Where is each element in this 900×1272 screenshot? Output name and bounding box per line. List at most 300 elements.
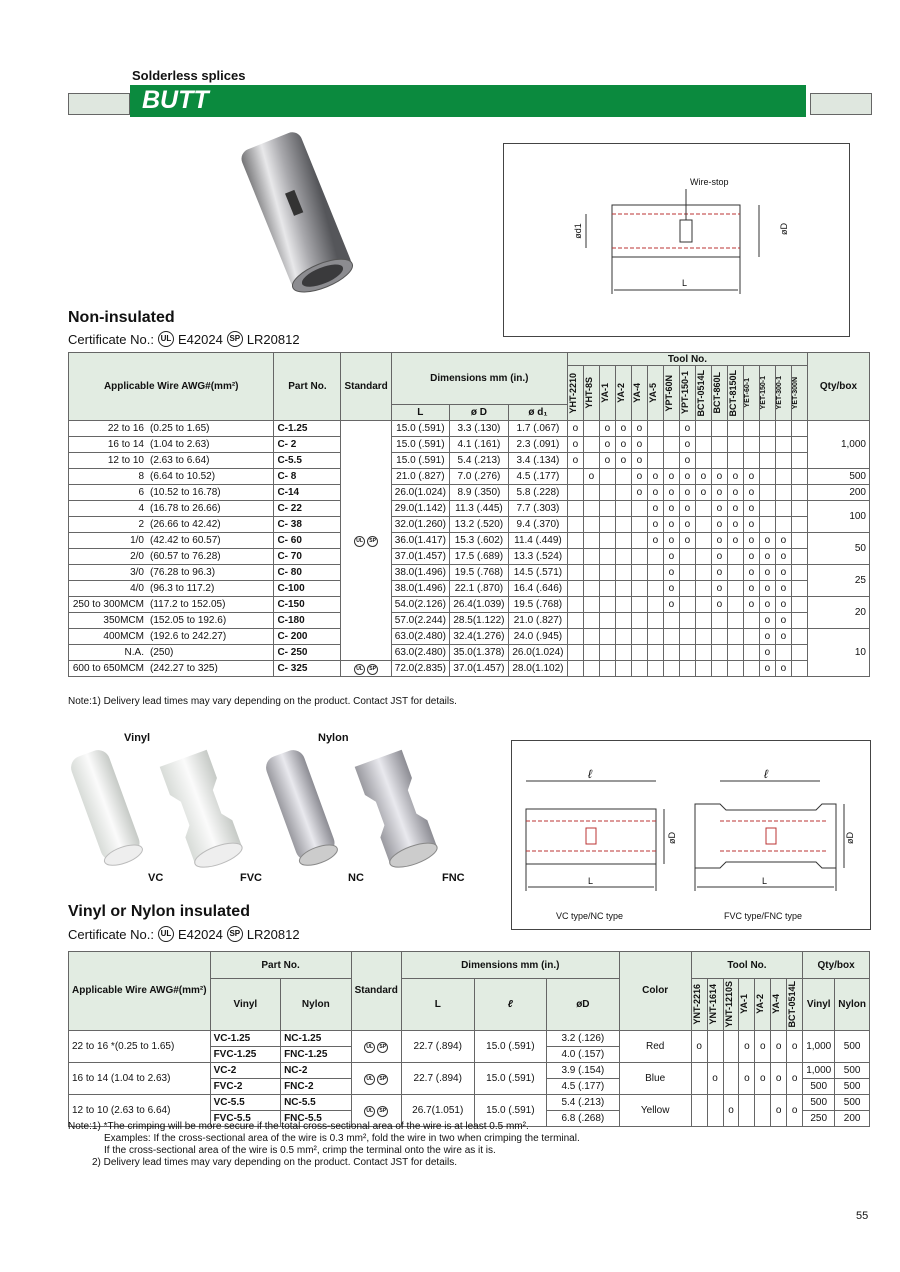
tool-mark <box>599 469 615 485</box>
nylon-part: FNC-1.25 <box>281 1046 352 1062</box>
awg-cell: 2 <box>69 517 148 533</box>
csa-logo-icon: SP <box>227 331 243 347</box>
cert-csa-number: LR20812 <box>246 926 300 942</box>
d-label: øD <box>779 223 789 235</box>
tool-mark: o <box>743 533 759 549</box>
tool-label: BCT-0514L <box>787 981 798 1028</box>
tool-mark <box>631 501 647 517</box>
mm-cell: (26.66 to 42.42) <box>147 517 274 533</box>
dim-l: 26.7(1.051) <box>401 1094 474 1126</box>
tool-mark: o <box>631 421 647 437</box>
dim-l: 63.0(2.480) <box>391 629 449 645</box>
col-qty: Qty/box <box>803 952 870 979</box>
tool-col-ya-1 <box>599 366 615 421</box>
tool-mark: o <box>711 549 727 565</box>
tool-mark: o <box>759 661 775 677</box>
tool-mark: o <box>759 613 775 629</box>
qty-vinyl: 250 <box>803 1110 835 1126</box>
tool-mark: o <box>743 549 759 565</box>
tool-mark <box>695 437 711 453</box>
tool-mark <box>711 661 727 677</box>
tool-mark: o <box>755 1062 771 1094</box>
tool-mark <box>759 421 775 437</box>
tool-label: BCT-860L <box>711 372 722 414</box>
title-bar <box>130 85 806 117</box>
tool-mark <box>791 613 807 629</box>
tool-mark: o <box>775 581 791 597</box>
awg-cell: 22 to 16 <box>69 421 148 437</box>
table-row <box>69 517 870 533</box>
table-row <box>69 613 870 629</box>
mm-cell: (117.2 to 152.05) <box>147 597 274 613</box>
tool-mark: o <box>679 469 695 485</box>
col-dimensions: Dimensions mm (in.) <box>401 952 619 979</box>
tool-mark <box>663 437 679 453</box>
tool-mark: o <box>599 453 615 469</box>
l-label-1: L <box>588 876 594 886</box>
mm-cell: (16.78 to 26.66) <box>147 501 274 517</box>
col-D: øD <box>547 979 619 1031</box>
tool-mark <box>599 613 615 629</box>
table-row <box>69 581 870 597</box>
tool-mark: o <box>775 661 791 677</box>
awg-cell: 350MCM <box>69 613 148 629</box>
tool-mark: o <box>771 1062 787 1094</box>
tool-mark <box>631 661 647 677</box>
tool-mark <box>583 501 599 517</box>
tool-mark <box>583 581 599 597</box>
tool-mark <box>743 421 759 437</box>
tool-mark <box>791 485 807 501</box>
fnc-label: FNC <box>442 872 465 884</box>
tool-mark <box>775 501 791 517</box>
vc-nc-caption: VC type/NC type <box>556 911 624 921</box>
mm-cell: (60.57 to 76.28) <box>147 549 274 565</box>
tool-mark: o <box>759 565 775 581</box>
nylon-label: Nylon <box>318 732 349 744</box>
tool-col-ynt-1210s <box>723 979 739 1031</box>
tool-mark <box>695 501 711 517</box>
tool-mark: o <box>663 501 679 517</box>
tool-col-ypt-150-1 <box>679 366 695 421</box>
tool-label: YHT-8S <box>583 377 594 409</box>
part-number: C- 2 <box>274 437 341 453</box>
vc-label: VC <box>148 872 164 884</box>
tool-mark <box>775 645 791 661</box>
tool-col-ynt-1614 <box>707 979 723 1031</box>
dim-d: 4.1 (.161) <box>449 437 508 453</box>
cert-ul-number: E42024 <box>177 331 223 347</box>
table-row <box>69 629 870 645</box>
col-qty-nylon: Nylon <box>835 979 870 1031</box>
tool-mark <box>631 613 647 629</box>
tool-mark <box>679 645 695 661</box>
tool-mark <box>759 485 775 501</box>
tool-mark: o <box>567 421 583 437</box>
tool-mark: o <box>663 581 679 597</box>
tool-mark: o <box>743 517 759 533</box>
tool-mark: o <box>631 437 647 453</box>
tool-mark: o <box>743 501 759 517</box>
table-row <box>69 453 870 469</box>
left-tab-marker <box>68 93 130 115</box>
tool-mark <box>791 421 807 437</box>
table-row <box>69 1030 870 1046</box>
tool-mark: o <box>759 581 775 597</box>
col-L: L <box>391 405 449 421</box>
tool-label: YET-150-1 <box>759 376 767 410</box>
dim-d: 6.8 (.268) <box>547 1110 619 1126</box>
table-row <box>69 485 870 501</box>
note-2: 2) Delivery lead times may vary depending on the product. Contact JST for details. <box>92 1157 457 1168</box>
part-number: C- 60 <box>274 533 341 549</box>
dim-d1: 21.0 (.827) <box>508 613 567 629</box>
tool-mark <box>727 597 743 613</box>
tool-mark <box>723 1062 739 1094</box>
tool-mark <box>583 645 599 661</box>
nylon-part: NC-2 <box>281 1062 352 1078</box>
tool-mark <box>615 533 631 549</box>
tool-mark: o <box>759 549 775 565</box>
cert-label: Certificate No.: <box>68 331 154 347</box>
tool-mark <box>631 597 647 613</box>
tool-mark: o <box>743 597 759 613</box>
tool-mark <box>583 597 599 613</box>
qty-cell: 10 <box>807 629 869 677</box>
tool-mark: o <box>743 469 759 485</box>
part-number: C- 8 <box>274 469 341 485</box>
tool-mark: o <box>727 533 743 549</box>
tool-col-yet-150-1 <box>759 366 775 421</box>
fvc-label: FVC <box>240 872 262 884</box>
tool-mark: o <box>615 421 631 437</box>
tool-mark <box>599 629 615 645</box>
dim-ell: 15.0 (.591) <box>474 1094 547 1126</box>
part-number: C-1.25 <box>274 421 341 437</box>
dim-d: 17.5 (.689) <box>449 549 508 565</box>
table-row <box>69 549 870 565</box>
dim-d: 3.9 (.154) <box>547 1062 619 1078</box>
dim-d: 5.4 (.213) <box>449 453 508 469</box>
tool-mark <box>679 581 695 597</box>
tool-mark: o <box>663 597 679 613</box>
tool-mark <box>695 421 711 437</box>
col-dimensions: Dimensions mm (in.) <box>391 353 567 405</box>
tool-mark <box>711 629 727 645</box>
tool-mark <box>691 1062 707 1094</box>
dim-l: 15.0 (.591) <box>391 421 449 437</box>
tool-mark <box>711 453 727 469</box>
butt-dimension-diagram <box>503 143 850 337</box>
wire-stop-label: Wire-stop <box>690 177 729 187</box>
mm-cell: (192.6 to 242.27) <box>147 629 274 645</box>
dim-d1: 11.4 (.449) <box>508 533 567 549</box>
tool-mark <box>791 661 807 677</box>
tool-mark: o <box>691 1030 707 1062</box>
wire-cell: 12 to 10 (2.63 to 6.64) <box>69 1094 211 1126</box>
tool-label: YA-4 <box>631 383 642 403</box>
page-number: 55 <box>856 1210 869 1222</box>
tool-mark <box>615 629 631 645</box>
tool-mark <box>775 469 791 485</box>
tool-mark: o <box>755 1030 771 1062</box>
tool-mark <box>727 421 743 437</box>
qty-cell: 20 <box>807 597 869 629</box>
col-d1: ø d₁ <box>508 405 567 421</box>
part-number: C- 200 <box>274 629 341 645</box>
table-row <box>69 437 870 453</box>
tool-mark <box>791 629 807 645</box>
tool-mark <box>647 645 663 661</box>
csa-logo-icon: SP <box>227 926 243 942</box>
dim-l: 54.0(2.126) <box>391 597 449 613</box>
tool-mark <box>679 629 695 645</box>
tool-col-bct-8150l <box>727 366 743 421</box>
tool-mark <box>583 549 599 565</box>
tool-mark <box>791 645 807 661</box>
mm-cell: (6.64 to 10.52) <box>147 469 274 485</box>
tool-mark <box>583 421 599 437</box>
qty-nylon: 500 <box>835 1062 870 1078</box>
dim-d: 4.5 (.177) <box>547 1078 619 1094</box>
csa-logo-icon: SP <box>367 664 378 675</box>
tool-mark <box>739 1094 755 1126</box>
tool-mark: o <box>663 469 679 485</box>
tool-mark: o <box>775 597 791 613</box>
vinyl-nylon-diagram <box>511 740 871 930</box>
tool-mark: o <box>583 469 599 485</box>
part-number: C- 250 <box>274 645 341 661</box>
vinyl-part: FVC-1.25 <box>210 1046 281 1062</box>
dim-d: 37.0(1.457) <box>449 661 508 677</box>
tool-mark <box>599 661 615 677</box>
tool-label: BCT-8150L <box>727 369 738 417</box>
tool-mark: o <box>711 597 727 613</box>
tool-mark <box>583 517 599 533</box>
tool-label: YA-1 <box>739 994 750 1015</box>
tool-mark <box>723 1030 739 1062</box>
tool-mark: o <box>775 565 791 581</box>
vinyl-part: FVC-2 <box>210 1078 281 1094</box>
tool-mark <box>791 453 807 469</box>
tool-label: YPT-60N <box>663 374 674 412</box>
tool-mark <box>647 597 663 613</box>
tool-mark <box>679 613 695 629</box>
tool-mark <box>707 1030 723 1062</box>
tool-mark: o <box>631 485 647 501</box>
col-qty: Qty/box <box>807 353 869 421</box>
dim-l: 63.0(2.480) <box>391 645 449 661</box>
dim-l: 38.0(1.496) <box>391 565 449 581</box>
tool-mark: o <box>679 533 695 549</box>
tool-mark: o <box>631 469 647 485</box>
ul-logo-icon: UL <box>158 331 174 347</box>
tool-mark: o <box>711 533 727 549</box>
tool-mark <box>695 645 711 661</box>
dim-d: 5.4 (.213) <box>547 1094 619 1110</box>
tool-mark <box>615 581 631 597</box>
col-tool: Tool No. <box>567 353 807 366</box>
tool-label: YNT-1614 <box>707 984 718 1025</box>
tool-mark <box>743 661 759 677</box>
tool-mark <box>615 565 631 581</box>
dim-d1: 28.0(1.102) <box>508 661 567 677</box>
tool-mark <box>663 645 679 661</box>
l-label: L <box>682 278 688 288</box>
qty-nylon: 500 <box>835 1030 870 1062</box>
dim-l: 32.0(1.260) <box>391 517 449 533</box>
tool-mark <box>743 645 759 661</box>
tool-mark <box>727 629 743 645</box>
tool-mark <box>583 533 599 549</box>
standard-cell <box>341 661 391 677</box>
tool-mark: o <box>647 501 663 517</box>
dim-d: 19.5 (.768) <box>449 565 508 581</box>
tool-mark <box>775 453 791 469</box>
tool-mark <box>615 549 631 565</box>
dim-l: 22.7 (.894) <box>401 1062 474 1094</box>
tool-mark <box>695 533 711 549</box>
tool-mark <box>679 549 695 565</box>
vinyl-part: VC-5.5 <box>210 1094 281 1110</box>
non-insulated-certificate <box>68 331 300 347</box>
table-row <box>69 533 870 549</box>
tool-mark <box>647 629 663 645</box>
tool-mark <box>743 629 759 645</box>
tool-mark <box>615 469 631 485</box>
nc-label: NC <box>348 872 364 884</box>
awg-cell: 400MCM <box>69 629 148 645</box>
tool-mark <box>679 565 695 581</box>
dim-d1: 7.7 (.303) <box>508 501 567 517</box>
tool-mark <box>631 565 647 581</box>
tool-mark: o <box>711 501 727 517</box>
tool-mark <box>791 533 807 549</box>
mm-cell: (1.04 to 2.63) <box>147 437 274 453</box>
tool-mark: o <box>723 1094 739 1126</box>
tool-mark: o <box>615 437 631 453</box>
qty-cell: 50 <box>807 533 869 565</box>
tool-mark: o <box>679 501 695 517</box>
tool-mark <box>583 629 599 645</box>
vinyl-nylon-photos <box>62 740 502 870</box>
tool-mark: o <box>727 469 743 485</box>
tool-mark: o <box>771 1030 787 1062</box>
vinyl-part: VC-2 <box>210 1062 281 1078</box>
vinyl-nylon-certificate <box>68 926 300 942</box>
non-insulated-note: Note:1) Delivery lead times may vary depending on the product. Contact JST for details. <box>68 696 457 707</box>
tool-label: YA-1 <box>599 383 610 403</box>
tool-mark: o <box>679 453 695 469</box>
tool-mark <box>567 597 583 613</box>
qty-cell: 100 <box>807 501 869 533</box>
awg-cell: 600 to 650MCM <box>69 661 148 677</box>
tool-mark <box>695 565 711 581</box>
tool-mark <box>743 453 759 469</box>
tool-mark <box>615 597 631 613</box>
tool-col-ynt-2216 <box>691 979 707 1031</box>
dim-d1: 5.8 (.228) <box>508 485 567 501</box>
color-cell: Red <box>619 1030 691 1062</box>
cert-csa-number: LR20812 <box>246 331 300 347</box>
tool-mark <box>755 1094 771 1126</box>
vinyl-label: Vinyl <box>124 732 151 744</box>
tool-mark <box>775 517 791 533</box>
tool-label: BCT-0514L <box>695 369 706 417</box>
d-label-1: øD <box>667 832 677 844</box>
dim-l: 29.0(1.142) <box>391 501 449 517</box>
tool-col-ya-2 <box>755 979 771 1031</box>
tool-mark <box>599 645 615 661</box>
tool-mark <box>663 453 679 469</box>
tool-mark: o <box>599 437 615 453</box>
tool-mark <box>663 661 679 677</box>
tool-mark <box>691 1094 707 1126</box>
tool-mark: o <box>647 485 663 501</box>
tool-mark <box>599 581 615 597</box>
dim-l: 38.0(1.496) <box>391 581 449 597</box>
d1-label: ød1 <box>572 223 583 239</box>
col-standard: Standard <box>341 353 391 421</box>
tool-mark <box>679 661 695 677</box>
awg-cell: 1/0 <box>69 533 148 549</box>
tool-mark <box>711 421 727 437</box>
tool-mark <box>791 549 807 565</box>
part-number: C- 38 <box>274 517 341 533</box>
tool-mark <box>759 501 775 517</box>
tool-mark <box>615 485 631 501</box>
tool-mark: o <box>739 1030 755 1062</box>
part-number: C-100 <box>274 581 341 597</box>
tool-mark <box>567 661 583 677</box>
standard-cell <box>351 1062 401 1094</box>
mm-cell: (2.63 to 6.64) <box>147 453 274 469</box>
tool-mark <box>631 581 647 597</box>
tool-mark: o <box>743 565 759 581</box>
dim-ell: 15.0 (.591) <box>474 1030 547 1062</box>
tool-mark <box>663 421 679 437</box>
tool-mark <box>791 469 807 485</box>
tool-mark <box>567 533 583 549</box>
qty-vinyl: 500 <box>803 1078 835 1094</box>
col-ell: ℓ <box>474 979 547 1031</box>
tool-mark: o <box>771 1094 787 1126</box>
tool-mark <box>615 645 631 661</box>
col-standard: Standard <box>351 952 401 1031</box>
tool-mark <box>727 549 743 565</box>
tool-mark <box>695 597 711 613</box>
standard-cell <box>341 421 391 661</box>
tool-mark <box>631 533 647 549</box>
tool-mark <box>615 501 631 517</box>
tool-mark <box>567 469 583 485</box>
tool-label: YA-2 <box>755 994 766 1015</box>
wire-cell: 22 to 16 *(0.25 to 1.65) <box>69 1030 211 1062</box>
tool-col-ya-4 <box>771 979 787 1031</box>
mm-cell: (0.25 to 1.65) <box>147 421 274 437</box>
dim-d: 13.2 (.520) <box>449 517 508 533</box>
tool-label: YHT-2210 <box>567 372 578 414</box>
csa-logo-icon: SP <box>367 536 378 547</box>
col-nylon: Nylon <box>281 979 352 1031</box>
tool-mark: o <box>775 613 791 629</box>
qty-cell: 200 <box>807 485 869 501</box>
tool-mark <box>615 517 631 533</box>
tool-mark <box>679 597 695 613</box>
table-row <box>69 501 870 517</box>
right-tab-marker <box>810 93 872 115</box>
tool-col-yht-2210 <box>567 366 583 421</box>
